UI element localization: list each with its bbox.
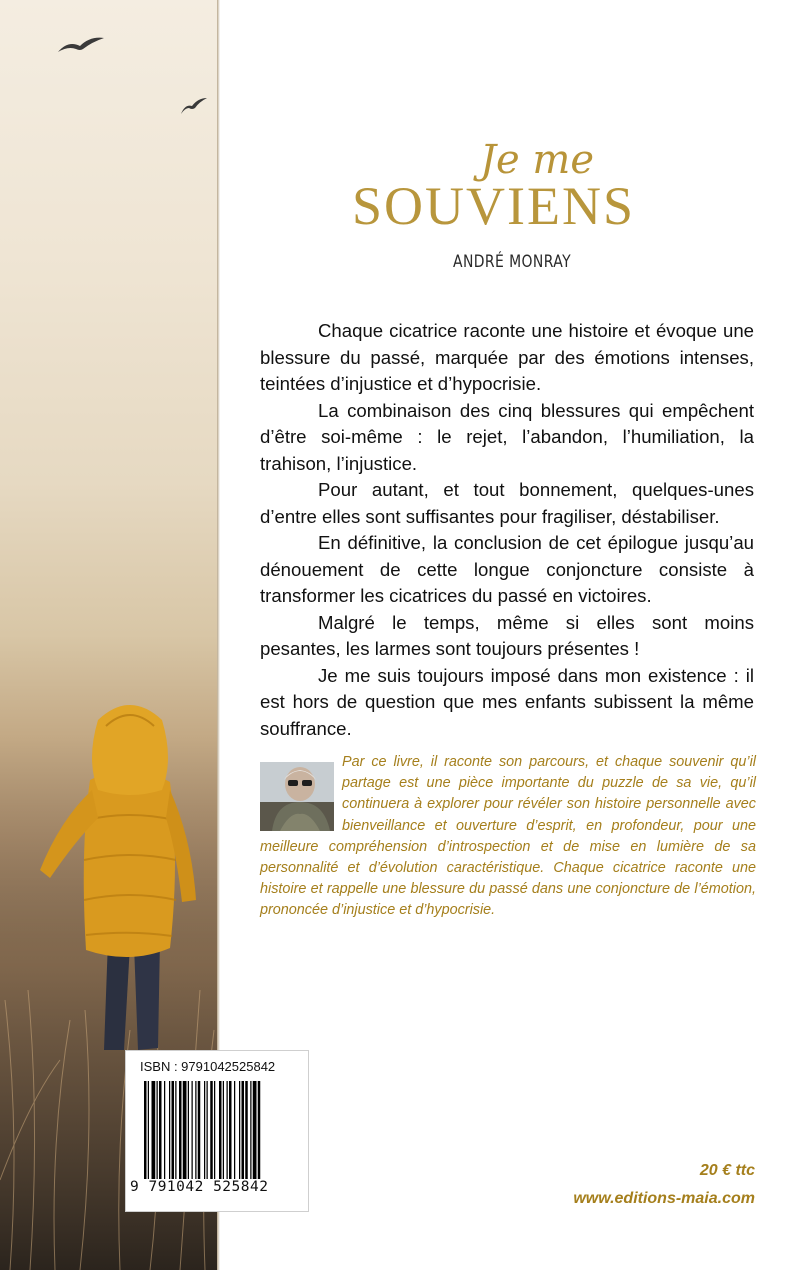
price: 20 € ttc bbox=[699, 1162, 755, 1179]
summary-paragraph: Malgré le temps, même si elles sont moins pesantes, les larmes sont toujours présentes ! bbox=[260, 611, 754, 659]
title-line-1: Je me bbox=[480, 137, 595, 183]
child-figure bbox=[20, 690, 217, 1070]
title-line-2: SOUVIENS bbox=[352, 176, 636, 236]
seagull-icon bbox=[180, 96, 208, 116]
author-name: ANDRÉ MONRAY bbox=[453, 252, 572, 272]
barcode bbox=[144, 1081, 298, 1189]
summary-paragraph: Pour autant, et tout bonnement, quelques-unes d’entre elles sont suffisantes pour fragiliser, déstabiliser. bbox=[260, 479, 754, 527]
isbn-digits: 9 791042 525842 bbox=[130, 1179, 306, 1195]
summary-paragraph: Je me suis toujours imposé dans mon existence : il est hors de question que mes enfants subissent la même souffrance. bbox=[260, 664, 754, 739]
summary-paragraph: En définitive, la conclusion de cet épilogue jusqu’au dénouement de cette longue conjoncture consiste à transformer les cicatrices du passé en victoires. bbox=[260, 532, 754, 606]
publisher-website[interactable]: www.editions-maia.com bbox=[573, 1190, 755, 1207]
summary-paragraph: Chaque cicatrice raconte une histoire et évoque une blessure du passé, marquée par des émotions intenses, teintées d’injustice et d’hypocrisie. bbox=[260, 320, 754, 394]
summary-paragraph: La combinaison des cinq blessures qui empêchent d’être soi-même : le rejet, l’abandon, l’humiliation, la trahison, l’injustice. bbox=[260, 399, 754, 474]
author-bio bbox=[260, 752, 756, 922]
bio-text: Par ce livre, il raconte son parcours, et chaque souvenir qu’il partage est une pièce importante du puzzle de sa vie, qu’il continuera à explorer pour révéler son histoire personnelle avec bienveillance et ouverture d’esprit, en profondeur, pour une meilleure compréhension d’introspection et de mise en lumière de sa personnalité et d’évolution caractéristique. Chaque cicatrice raconte une histoire et rappelle une blessure du passé dans une conjoncture de l’émotion, prononcée d’injustice et d’hypocrisie. bbox=[260, 754, 756, 919]
isbn-label: ISBN : 9791042525842 bbox=[140, 1059, 276, 1074]
summary-text bbox=[260, 318, 754, 742]
seagull-icon bbox=[56, 34, 106, 56]
isbn-barcode-box bbox=[125, 1050, 309, 1212]
